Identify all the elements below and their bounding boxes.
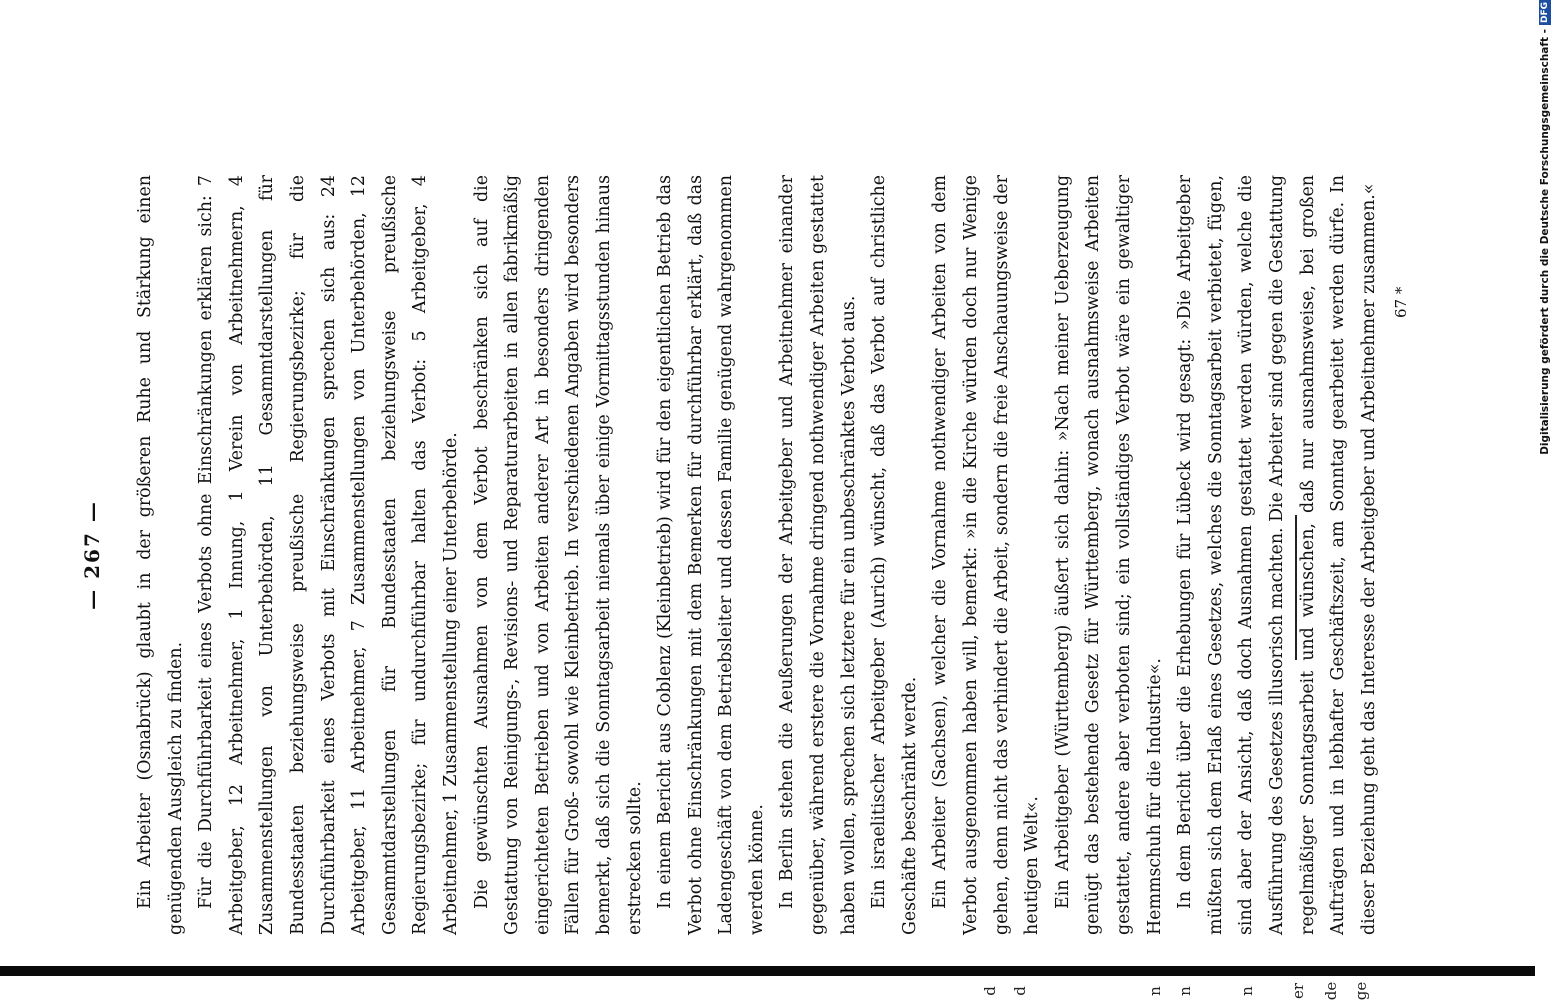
bleed-fragment: de (1322, 982, 1341, 1000)
bleed-fragment: n (1237, 986, 1256, 996)
credit-text: Digitalisierung gefördert durch die Deutsche Forschungsgemeinschaft - (1539, 29, 1551, 455)
paragraph-7: Ein Arbeiter (Sachsen), welcher die Vornahme nothwendiger Arbeiten von dem Verbot ausgenommen haben will, bemerkt: »in die Kirche würden doch nur Wenige gehen, denn nicht das verhindert die Arbeit, sondern die freie Anschauungsweise der heutigen Welt«. (930, 175, 1043, 935)
bleed-fragment: ge (1352, 982, 1371, 1000)
paragraph-6: Ein israelitischer Arbeitgeber (Aurich) wünscht, daß das Verbot auf christliche Geschäfte beschränkt werde. (869, 175, 920, 935)
paragraph-3: Die gewünschten Ausnahmen von dem Verbot beschränken sich auf die Gestattung von Reinigungs-, Revisions- und Reparaturarbeiten in allen fabrikmäßig eingerichteten Betrieben und von Arbeiten anderer Art in besonders dringenden Fällen für Groß- sowohl wie Kleinbetrieb. In verschiedenen Angaben wird besonders bemerkt, daß sich die Sonntagsarbeit niemals über einige Vormittagsstunden hinaus erstrecken sollte. (471, 175, 645, 935)
bleed-fragment: d (1010, 986, 1029, 996)
bleed-fragment: d (980, 986, 999, 996)
bleed-fragment: n (1145, 986, 1164, 996)
page-number-header: — 267 — (80, 500, 104, 610)
scan-bottom-edge (0, 966, 1535, 976)
paragraph-1: Ein Arbeiter (Osnabrück) glaubt in der größeren Ruhe und Stärkung einen genügenden Ausgleich zu finden. (135, 175, 186, 935)
dfg-credit-line (1538, 0, 1552, 990)
bleed-fragment: er (1289, 982, 1308, 1000)
paragraph-9: In dem Bericht über die Erhebungen für Lübeck wird gesagt: »Die Arbeitgeber müßten sich dem Erlaß eines Gesetzes, welches die Sonntagsarbeit verbietet, fügen, sind aber der Ansicht, daß doch Ausnahmen gestattet werden würden, welche die Ausführung des Gesetzes illusorisch machten. Die Arbeiter sind gegen die Gestattung regelmäßiger Sonntagsarbeit und wünschen, daß nur ausnahmsweise, bei großen Aufträgen und in lebhafter Geschäftszeit, am Sonntag gearbeitet werden dürfe. In dieser Beziehung geht das Interesse der Arbeitgeber und Arbeitnehmer zusammen.« (1175, 175, 1379, 935)
adjacent-page-bleed (0, 982, 1554, 1000)
paragraph-4: In einem Bericht aus Coblenz (Kleinbetrieb) wird für den eigentlichen Betrieb das Verbot ohne Einschränkungen mit dem Bemerken für durchführbar erklärt, daß das Ladengeschäft von dem Betriebsleiter und dessen Familie genügend wahrgenommen werden könne. (655, 175, 767, 935)
vertical-rule (1295, 515, 1297, 660)
signature-mark: 67 * (1392, 286, 1410, 318)
paragraph-5: In Berlin stehen die Aeußerungen der Arbeitgeber und Arbeitnehmer einander gegenüber, während erstere die Vornahme dringend nothwendiger Arbeiten gestattet haben wollen, sprechen sich letztere für ein unbeschränktes Verbot aus. (777, 175, 859, 935)
bleed-fragment: n (1175, 986, 1194, 996)
paragraph-8: Ein Arbeitgeber (Württemberg) äußert sich dahin: »Nach meiner Ueberzeugung genügt das bestehende Gesetz für Württemberg, wonach ausnahmsweise Arbeiten gestattet, andere aber verboten sind; ein vollständiges Verbot wäre ein gewaltiger Hemmschuh für die Industrie«. (1052, 175, 1165, 935)
page-body (130, 175, 1384, 935)
dfg-logo: DFG (1540, 2, 1550, 24)
paragraph-2: Für die Durchführbarkeit eines Verbots ohne Einschränkungen erklären sich: 7 Arbeitgeber, 12 Arbeitnehmer, 1 Innung, 1 Verein von Arbeitnehmern, 4 Zusammenstellungen von Unterbehörden, 11 Gesammtdarstellungen für Bundesstaaten beziehungsweise preußische Regierungsbezirke; für die Durchführbarkeit eines Verbots mit Einschränkungen sprechen sich aus: 24 Arbeitgeber, 11 Arbeitnehmer, 7 Zusammenstellungen von Unterbehörden, 12 Gesammtdarstellungen für Bundesstaaten beziehungsweise preußische Regierungsbezirke; für undurchführbar halten das Verbot: 5 Arbeitgeber, 4 Arbeitnehmer, 1 Zusammenstellung einer Unterbehörde. (196, 175, 461, 935)
rotated-page (80, 175, 1379, 935)
